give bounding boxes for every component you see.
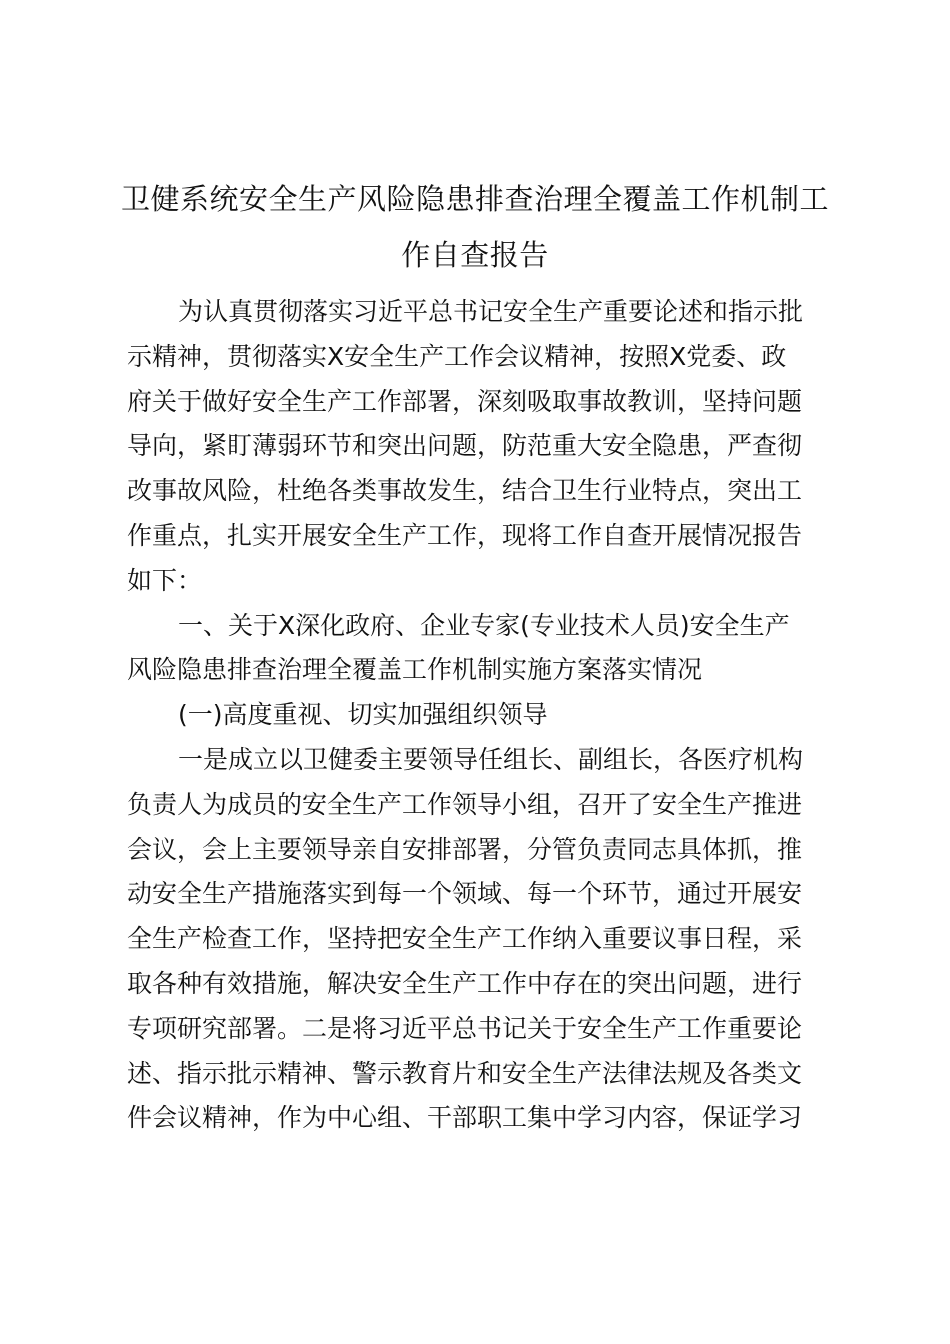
paragraph-line: 府关于做好安全生产工作部署，深刻吸取事故教训，坚持问题 (127, 386, 803, 416)
paragraph-line: 动安全生产措施落实到每一个领域、每一个环节，通过开展安 (127, 879, 803, 909)
subsection-heading (127, 693, 827, 738)
heading-line: 风险隐患排查治理全覆盖工作机制实施方案落实情况 (127, 655, 703, 685)
intro-paragraph (127, 290, 827, 604)
body-paragraph (127, 738, 827, 1141)
paragraph-line: 改事故风险，杜绝各类事故发生，结合卫生行业特点，突出工 (127, 476, 803, 506)
paragraph-line: 全生产检查工作，坚持把安全生产工作纳入重要议事日程，采 (127, 924, 803, 954)
paragraph-line: 为认真贯彻落实习近平总书记安全生产重要论述和指示批 (178, 297, 804, 326)
heading-line: 一、关于X深化政府、企业专家(专业技术人员)安全生产 (178, 610, 790, 640)
title-line-2: 作自查报告 (401, 238, 549, 272)
paragraph-line: 导向，紧盯薄弱环节和突出问题，防范重大安全隐患，严查彻 (127, 431, 803, 461)
subheading-line: (一)高度重视、切实加强组织领导 (178, 700, 548, 730)
paragraph-line: 会议，会上主要领导亲自安排部署，分管负责同志具体抓，推 (127, 834, 803, 864)
section-heading (127, 604, 827, 694)
paragraph-line: 述、指示批示精神、警示教育片和安全生产法律法规及各类文 (127, 1058, 803, 1088)
paragraph-line: 件会议精神，作为中心组、干部职工集中学习内容，保证学习 (127, 1103, 803, 1133)
document-title (120, 171, 830, 283)
paragraph-line: 专项研究部署。二是将习近平总书记关于安全生产工作重要论 (127, 1013, 803, 1043)
paragraph-line: 取各种有效措施，解决安全生产工作中存在的突出问题，进行 (127, 968, 803, 998)
title-line-1: 卫健系统安全生产风险隐患排查治理全覆盖工作机制工 (120, 182, 829, 216)
paragraph-line: 作重点，扎实开展安全生产工作，现将工作自查开展情况报告 (127, 520, 803, 550)
paragraph-line: 如下： (127, 565, 203, 595)
paragraph-line: 负责人为成员的安全生产工作领导小组，召开了安全生产推进 (127, 789, 803, 819)
paragraph-line: 一是成立以卫健委主要领导任组长、副组长，各医疗机构 (178, 744, 804, 774)
paragraph-line: 示精神，贯彻落实X安全生产工作会议精神，按照X党委、政 (127, 341, 787, 371)
document-body (127, 290, 827, 1141)
